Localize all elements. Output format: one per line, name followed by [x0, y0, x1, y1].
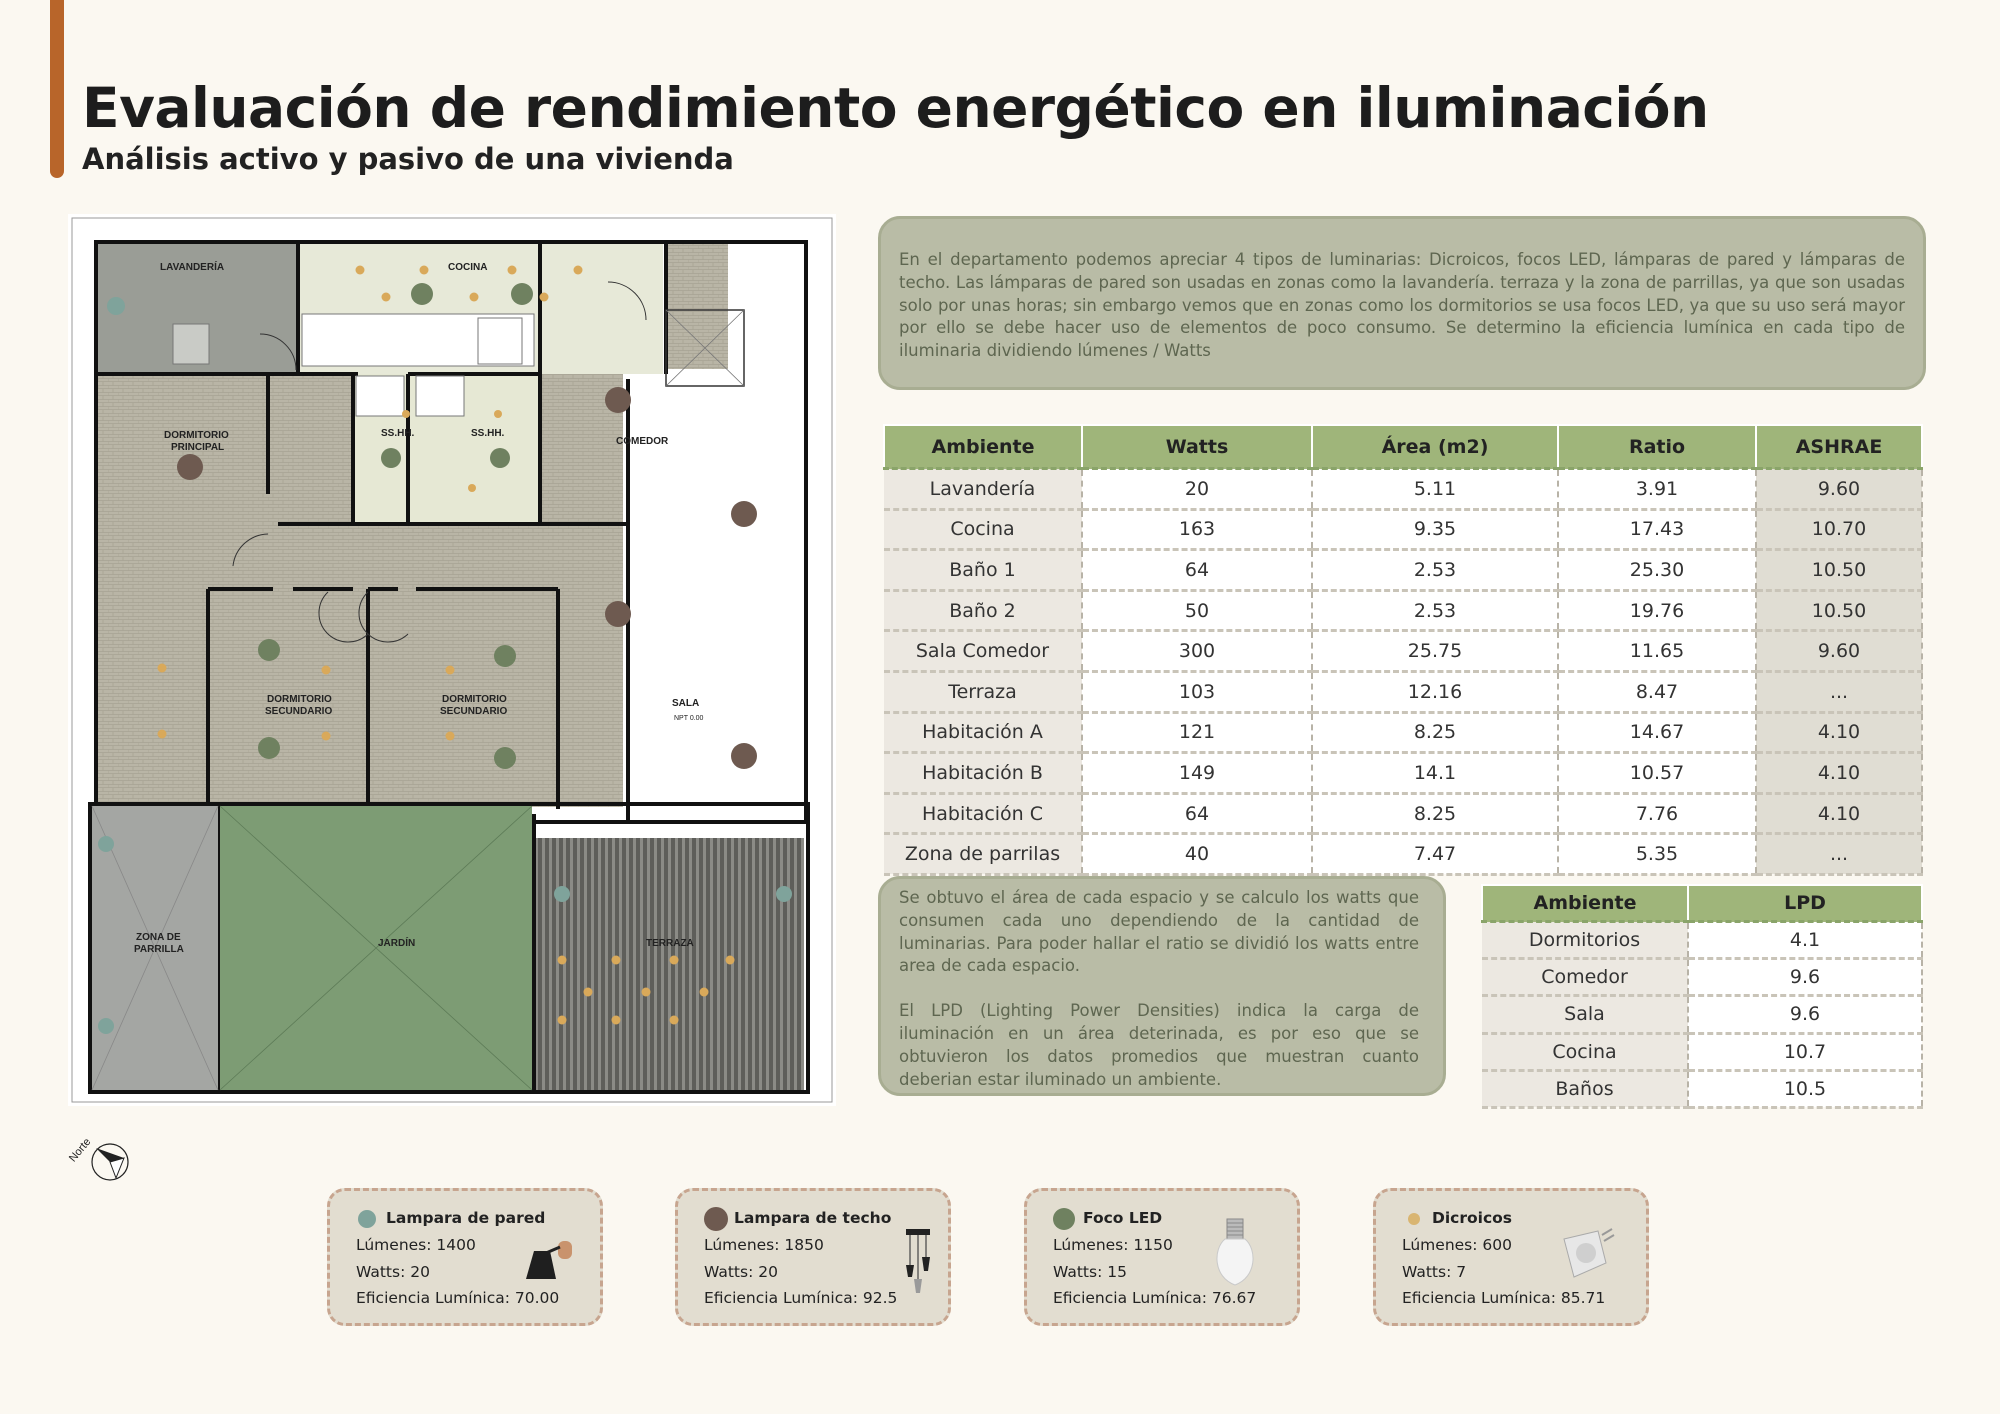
card-efficiency: Eficiencia Lumínica: 76.67: [1053, 1289, 1257, 1307]
main-cell: Baño 2: [884, 590, 1082, 631]
legend-card-dichroic: [1373, 1188, 1649, 1326]
lpd-cell: 10.7: [1688, 1033, 1922, 1070]
label-zona-parrilla-1: ZONA DE: [136, 932, 181, 943]
card-title: Lampara de techo: [734, 1209, 892, 1227]
label-dorm-sec-1a: DORMITORIO: [267, 694, 332, 705]
main-cell: 64: [1082, 793, 1312, 834]
main-cell: Zona de parrilas: [884, 834, 1082, 875]
main-cell: 17.43: [1558, 509, 1756, 550]
card-efficiency: Eficiencia Lumínica: 70.00: [356, 1289, 560, 1307]
card-lumens: Lúmenes: 600: [1402, 1236, 1512, 1254]
main-cell: 25.30: [1558, 550, 1756, 591]
main-cell: 12.16: [1312, 671, 1558, 712]
main-cell: 9.60: [1756, 631, 1922, 672]
method-paragraph-1: Se obtuvo el área de cada espacio y se calculo los watts que consumen cada uno dependiendo de la cantidad de luminarias. Para poder hallar el ratio se dividió los watts entre area de cada espacio.: [899, 888, 1419, 976]
lpd-cell: Cocina: [1482, 1033, 1688, 1070]
lpd-row: [1482, 1033, 1922, 1070]
label-cocina: COCINA: [448, 262, 488, 273]
card-lumens: Lúmenes: 1850: [704, 1236, 824, 1254]
label-sala: SALA: [672, 698, 700, 709]
main-cell: 4.10: [1756, 753, 1922, 794]
label-sshh-2: SS.HH.: [471, 428, 505, 439]
luminance-table: [883, 424, 1923, 876]
card-lumens: Lúmenes: 1400: [356, 1236, 476, 1254]
legend-card-led-bulb: [1024, 1188, 1300, 1326]
main-cell: ...: [1756, 671, 1922, 712]
main-cell: Lavandería: [884, 469, 1082, 510]
card-title: Lampara de pared: [386, 1209, 546, 1227]
lpd-table: [1481, 884, 1923, 1109]
lpd-row: [1482, 1070, 1922, 1107]
main-row: [884, 712, 1922, 753]
lpd-row: [1482, 959, 1922, 996]
main-row: [884, 631, 1922, 672]
lpd-col-ambiente: Ambiente: [1482, 885, 1688, 922]
north-arrow: [66, 1128, 136, 1186]
legend-card-ceiling-lamp: [675, 1188, 951, 1326]
main-cell: 300: [1082, 631, 1312, 672]
main-cell: Habitación C: [884, 793, 1082, 834]
card-watts: Watts: 7: [1402, 1263, 1467, 1281]
label-terraza: TERRAZA: [646, 938, 694, 949]
method-textbox: [878, 876, 1446, 1096]
lpd-cell: 10.5: [1688, 1070, 1922, 1107]
main-cell: 121: [1082, 712, 1312, 753]
main-cell: Terraza: [884, 671, 1082, 712]
lpd-cell: 9.6: [1688, 959, 1922, 996]
main-cell: 103: [1082, 671, 1312, 712]
legend-card-wall-lamp: [327, 1188, 603, 1326]
lpd-cell: 4.1: [1688, 922, 1922, 959]
main-row: [884, 753, 1922, 794]
label-dorm-principal-1: DORMITORIO: [164, 430, 229, 441]
main-cell: Baño 1: [884, 550, 1082, 591]
label-dorm-sec-2a: DORMITORIO: [442, 694, 507, 705]
intro-textbox: [878, 216, 1926, 390]
lpd-col-lpd: LPD: [1688, 885, 1922, 922]
col-ratio: Ratio: [1558, 425, 1756, 469]
label-zona-parrilla-2: PARRILLA: [134, 944, 184, 955]
label-dorm-sec-2b: SECUNDARIO: [440, 706, 508, 717]
north-label: Norte: [66, 1136, 94, 1165]
main-cell: 4.10: [1756, 712, 1922, 753]
main-cell: 64: [1082, 550, 1312, 591]
main-cell: 2.53: [1312, 550, 1558, 591]
intro-text: En el departamento podemos apreciar 4 tipos de luminarias: Dicroicos, focos LED, lámparas de pared y lámparas de techo. Las lámparas de pared son usadas en zonas como la lavandería. terraza y la zona de parrillas, ya que son usadas solo por unas horas; sin embargo vemos que en zonas como los dormitorios se usa focos LED, ya que su uso será mayor por ello se debe hacer uso de elementos de poco consumo. Se determino la eficiencia lumínica en cada tipo de iluminaria dividiendo lúmenes / Watts: [899, 250, 1905, 361]
col-ashrae: ASHRAE: [1756, 425, 1922, 469]
page-title: Evaluación de rendimiento energético en iluminación: [82, 76, 1709, 140]
main-cell: 9.60: [1756, 469, 1922, 510]
main-row: [884, 550, 1922, 591]
main-cell: 50: [1082, 590, 1312, 631]
ceiling-lamp-swatch: [704, 1207, 728, 1231]
main-cell: 5.11: [1312, 469, 1558, 510]
lpd-cell: Baños: [1482, 1070, 1688, 1107]
floor-plan-drawing: [68, 214, 836, 1106]
accent-bar: [50, 0, 64, 178]
main-row: [884, 509, 1922, 550]
page-subtitle: Análisis activo y pasivo de una vivienda: [82, 142, 734, 176]
label-dorm-sec-1b: SECUNDARIO: [265, 706, 333, 717]
led-bulb-icon: [1211, 1215, 1259, 1289]
main-cell: Habitación B: [884, 753, 1082, 794]
dichroic-lamp-icon: [1552, 1225, 1618, 1283]
card-watts: Watts: 20: [356, 1263, 430, 1281]
main-cell: 163: [1082, 509, 1312, 550]
lpd-cell: Dormitorios: [1482, 922, 1688, 959]
floor-plan: [68, 214, 836, 1106]
lpd-row: [1482, 922, 1922, 959]
card-watts: Watts: 15: [1053, 1263, 1127, 1281]
col-area: Área (m2): [1312, 425, 1558, 469]
led-swatch: [1053, 1208, 1075, 1230]
label-comedor: COMEDOR: [616, 436, 669, 447]
main-cell: Cocina: [884, 509, 1082, 550]
main-cell: 2.53: [1312, 590, 1558, 631]
main-cell: Sala Comedor: [884, 631, 1082, 672]
main-cell: 10.57: [1558, 753, 1756, 794]
lpd-cell: Comedor: [1482, 959, 1688, 996]
lpd-cell: 9.6: [1688, 996, 1922, 1033]
lpd-table-body: [1482, 922, 1922, 1108]
card-efficiency: Eficiencia Lumínica: 85.71: [1402, 1289, 1606, 1307]
main-cell: 11.65: [1558, 631, 1756, 672]
main-cell: 25.75: [1312, 631, 1558, 672]
main-row: [884, 671, 1922, 712]
card-watts: Watts: 20: [704, 1263, 778, 1281]
main-cell: 20: [1082, 469, 1312, 510]
main-cell: 14.67: [1558, 712, 1756, 753]
main-cell: 40: [1082, 834, 1312, 875]
wall-lamp-swatch: [358, 1210, 376, 1228]
main-cell: 10.50: [1756, 590, 1922, 631]
main-cell: ...: [1756, 834, 1922, 875]
main-cell: 8.25: [1312, 712, 1558, 753]
card-lumens: Lúmenes: 1150: [1053, 1236, 1173, 1254]
main-cell: 3.91: [1558, 469, 1756, 510]
main-row: [884, 793, 1922, 834]
terrace-deck: [536, 838, 804, 1090]
main-cell: Habitación A: [884, 712, 1082, 753]
label-npt: NPT 0.00: [674, 715, 704, 722]
label-jardin: JARDÍN: [378, 938, 416, 949]
main-cell: 8.25: [1312, 793, 1558, 834]
col-watts: Watts: [1082, 425, 1312, 469]
col-ambiente: Ambiente: [884, 425, 1082, 469]
ceiling-lamp-icon: [900, 1227, 936, 1301]
main-cell: 19.76: [1558, 590, 1756, 631]
main-cell: 10.70: [1756, 509, 1922, 550]
main-cell: 7.47: [1312, 834, 1558, 875]
main-cell: 4.10: [1756, 793, 1922, 834]
main-row: [884, 590, 1922, 631]
card-title: Dicroicos: [1432, 1209, 1513, 1227]
label-lavanderia: LAVANDERÍA: [160, 262, 225, 273]
label-dorm-principal-2: PRINCIPAL: [171, 442, 225, 453]
main-cell: 14.1: [1312, 753, 1558, 794]
main-row: [884, 834, 1922, 875]
main-cell: 9.35: [1312, 509, 1558, 550]
main-cell: 149: [1082, 753, 1312, 794]
method-paragraph-2: El LPD (Lighting Power Densities) indica la carga de iluminación en un área deterinada, es por eso que se obtuvieron los datos promedios que muestran cuanto deberian estar iluminado un ambiente.: [899, 1001, 1419, 1089]
card-title: Foco LED: [1083, 1209, 1163, 1227]
label-sshh-1: SS.HH.: [381, 428, 415, 439]
main-cell: 8.47: [1558, 671, 1756, 712]
main-row: [884, 469, 1922, 510]
wall-lamp-icon: [516, 1231, 580, 1285]
luminance-table-body: [884, 469, 1922, 875]
dichroic-swatch: [1408, 1213, 1420, 1225]
main-cell: 5.35: [1558, 834, 1756, 875]
lpd-row: [1482, 996, 1922, 1033]
main-cell: 10.50: [1756, 550, 1922, 591]
card-efficiency: Eficiencia Lumínica: 92.5: [704, 1289, 898, 1307]
lpd-cell: Sala: [1482, 996, 1688, 1033]
main-cell: 7.76: [1558, 793, 1756, 834]
